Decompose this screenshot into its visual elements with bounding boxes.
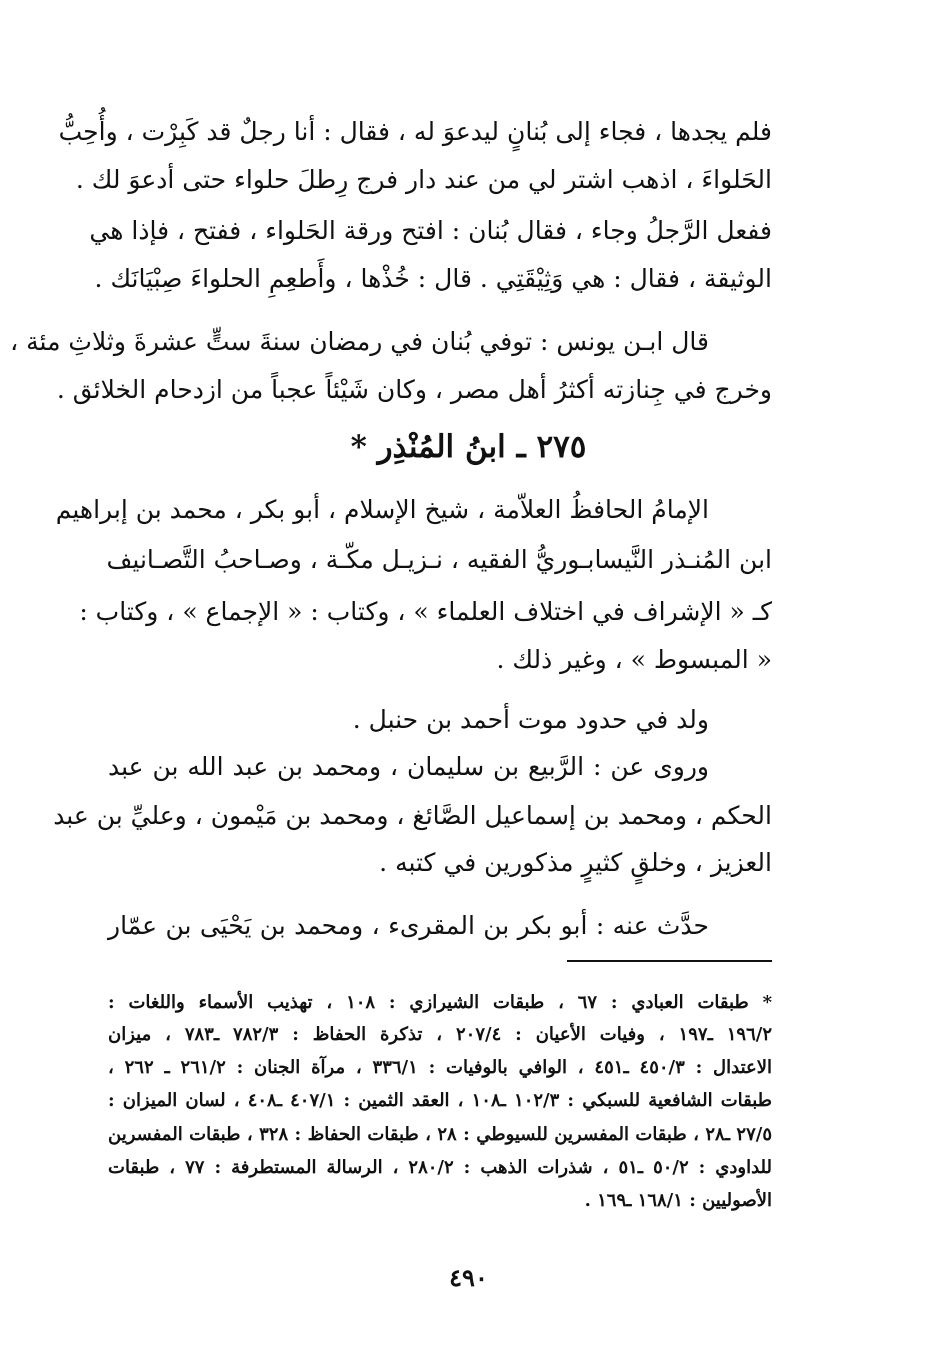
body-line-7: الإمامُ الحافظُ العلاّمة ، شيخ الإسلام ، أبو بكر ، محمد بن إبراهيم bbox=[55, 495, 709, 524]
footnote-line-6: للداودي : ٥٠/٢ ـ٥١ ، شذرات الذهب : ٢٨٠/٢ ، الرسالة المستطرفة : ٧٧ ، طبقات bbox=[108, 1157, 772, 1178]
body-line-8: ابن المُنـذر النَّيسابـوريُّ الفقيه ، نـزيـل مكّـة ، وصـاحبُ التَّصـانيف bbox=[106, 545, 772, 574]
body-line-11: ولد في حدود موت أحمد بن حنبل . bbox=[352, 705, 709, 734]
body-line-6: وخرج في جِنازته أكثرُ أهل مصر ، وكان شَيْئاً عجباً من ازدحام الخلائق . bbox=[56, 375, 772, 404]
footnote-line-3: الاعتدال : ٤٥٠/٣ ـ٤٥١ ، الوافي بالوفيات : ٣٣٦/١ ، مرآة الجنان : ٢٦١/٢ ـ ٢٦٢ ، bbox=[108, 1057, 773, 1078]
page-number: ٤٩٠ bbox=[449, 1263, 488, 1292]
body-line-14: العزيز ، وخلقٍ كثيرٍ مذكورين في كتبه . bbox=[379, 848, 772, 877]
body-line-10: « المبسوط » ، وغير ذلك . bbox=[496, 645, 772, 674]
body-line-5: قال ابـن يونس : توفي بُنان في رمضان سنةَ ستٍّ عشرةَ وثلاثِ مئة ، bbox=[10, 327, 709, 356]
body-line-13: الحكم ، ومحمد بن إسماعيل الصَّائغ ، ومحمد بن مَيْمون ، وعليِّ بن عبد bbox=[53, 801, 772, 830]
footnote-line-4: طبقات الشافعية للسبكي : ١٠٢/٣ ـ١٠٨ ، العقد الثمين : ٤٠٧/١ ـ٤٠٨ ، لسان الميزان : bbox=[108, 1090, 773, 1111]
footnote-line-5: ٢٧/٥ ـ٢٨ ، طبقات المفسرين للسيوطي : ٢٨ ، طبقات الحفاظ : ٣٢٨ ، طبقات المفسرين bbox=[108, 1124, 772, 1145]
body-line-9: كـ « الإشراف في اختلاف العلماء » ، وكتاب : « الإجماع » ، وكتاب : bbox=[79, 597, 772, 626]
biography-heading: ٢٧٥ ـ ابنُ المُنْذِر * bbox=[350, 429, 587, 465]
body-line-3: ففعل الرَّجلُ وجاء ، فقال بُنان : افتح ورقة الحَلواء ، ففتح ، فإذا هي bbox=[89, 216, 772, 245]
body-line-12: وروى عن : الرَّبيع بن سليمان ، ومحمد بن عبد الله بن عبد bbox=[108, 752, 709, 781]
footnote-line-2: ١٩٦/٢ ـ١٩٧ ، وفيات الأعيان : ٢٠٧/٤ ، تذكرة الحفاظ : ٧٨٢/٣ ـ٧٨٣ ، ميزان bbox=[108, 1024, 772, 1045]
footnote-separator bbox=[567, 960, 772, 962]
body-line-4: الوثيقة ، فقال : هي وَثِيْقَتِي . قال : خُذْها ، وأَطعِمِ الحلواءَ صِبْيَانَك . bbox=[94, 264, 772, 293]
footnote-line-7: الأصوليين : ١٦٨/١ ـ١٦٩ . bbox=[584, 1190, 772, 1211]
body-line-15: حدَّث عنه : أبو بكر بن المقرىء ، ومحمد بن يَحْيَى بن عمّار bbox=[108, 911, 709, 940]
body-line-1: فلم يجدها ، فجاء إلى بُنانٍ ليدعوَ له ، فقال : أنا رجلٌ قد كَبِرْت ، وأُحِبُّ bbox=[58, 117, 772, 146]
footnote-line-1: * طبقات العبادي : ٦٧ ، طبقات الشيرازي : ١٠٨ ، تهذيب الأسماء واللغات : bbox=[108, 992, 772, 1013]
body-line-2: الحَلواءَ ، اذهب اشتر لي من عند دار فرج رِطلَ حلواء حتى أدعوَ لك . bbox=[75, 165, 772, 194]
